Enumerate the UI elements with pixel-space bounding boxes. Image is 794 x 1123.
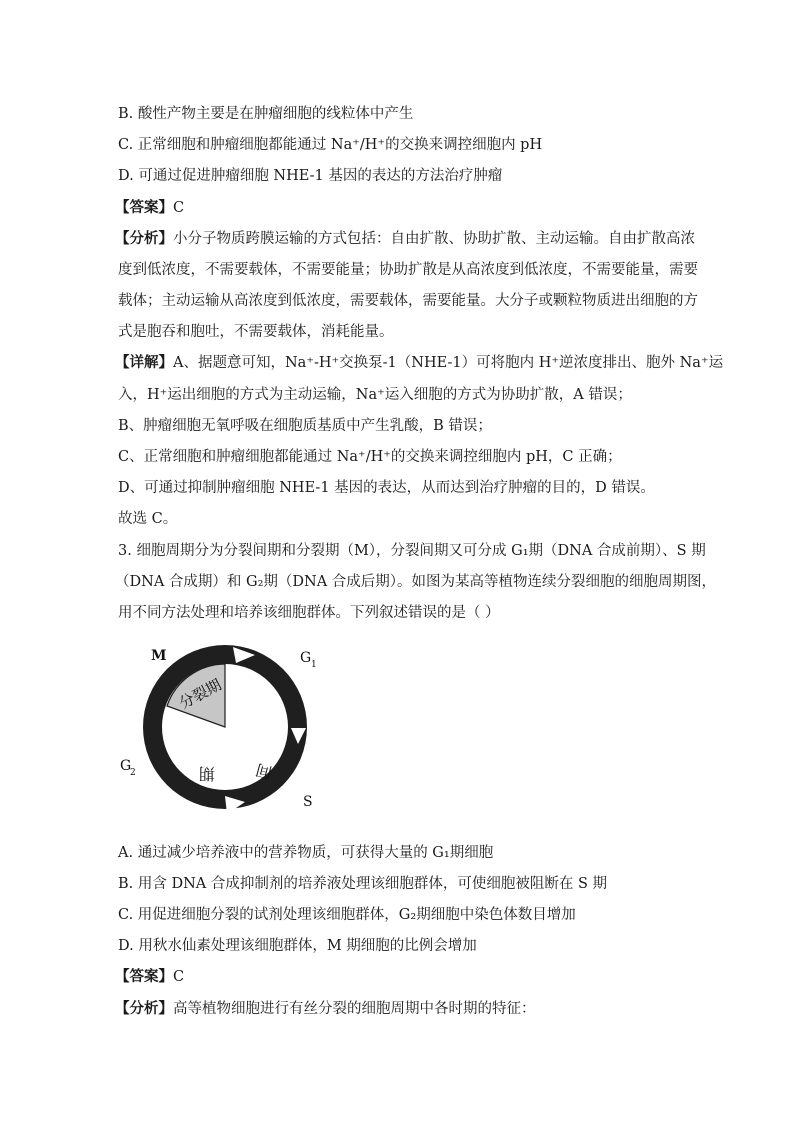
q3-stem-line-2: （DNA 合成期）和 G₂期（DNA 合成后期）。如图为某高等植物连续分裂细胞的细胞周期图，	[115, 574, 717, 590]
label-g2-sub: 2	[130, 768, 136, 778]
q2-analysis-line-3: 载体；主动运输从高浓度到低浓度，需要载体，需要能量。大分子或颗粒物质进出细胞的方	[118, 293, 698, 309]
q2-analysis-line-1: 【分析】小分子物质跨膜运输的方式包括：自由扩散、协助扩散、主动运输。自由扩散高浓	[115, 230, 695, 247]
interphase-char-jian: 间	[253, 759, 275, 783]
cell-cycle-svg	[115, 640, 335, 830]
interphase-char-qi: 期	[198, 764, 215, 783]
q3-option-b: B. 用含 DNA 合成抑制剂的培养液处理该细胞群体，可使细胞被阻断在 S 期	[118, 876, 608, 892]
answer-value: C	[173, 200, 185, 216]
q3-option-c: C. 用促进细胞分裂的试剂处理该细胞群体，G₂期细胞中染色体数目增加	[118, 907, 576, 923]
q2-detail-line-1: 【详解】A、据题意可知，Na⁺-H⁺交换泵-1（NHE-1）可将胞内 H⁺逆浓度排出、胞外 Na⁺运	[115, 354, 724, 371]
q3-option-d: D. 用秋水仙素处理该细胞群体，M 期细胞的比例会增加	[118, 938, 477, 954]
label-g1-sub: 1	[311, 660, 317, 670]
q2-answer	[115, 198, 184, 218]
q2-detail-line-4: C、正常细胞和肿瘤细胞都能通过 Na⁺/H⁺的交换来调控细胞内 pH，C 正确；	[118, 449, 622, 465]
q2-detail-line-3: B、肿瘤细胞无氧呼吸在细胞质基质中产生乳酸，B 错误；	[118, 418, 492, 434]
sector-label: 分裂期	[176, 675, 225, 713]
answer-tag: 【答案】	[115, 199, 173, 216]
q3-analysis-line: 【分析】高等植物细胞进行有丝分裂的细胞周期中各时期的特征：	[115, 1000, 536, 1017]
label-g1: G	[300, 650, 312, 666]
q2-detail-line-6: 故选 C。	[118, 511, 178, 527]
q2-option-c: C. 正常细胞和肿瘤细胞都能通过 Na⁺/H⁺的交换来调控细胞内 pH	[118, 137, 543, 153]
q2-detail-line-5: D、可通过抑制肿瘤细胞 NHE-1 基因的表达，从而达到治疗肿瘤的目的，D 错误。	[118, 480, 655, 496]
q2-analysis-line-4: 式是胞吞和胞吐，不需要载体，消耗能量。	[118, 324, 394, 340]
analysis-tag: 【分析】	[115, 230, 173, 247]
q2-detail-line-2: 入，H⁺运出细胞的方式为主动运输，Na⁺运入细胞的方式为协助扩散，A 错误；	[118, 387, 632, 403]
detail-tag: 【详解】	[115, 354, 173, 371]
label-m: M	[151, 648, 167, 664]
q3-answer	[115, 967, 184, 987]
label-s: S	[303, 794, 313, 810]
analysis-tag: 【分析】	[115, 1000, 173, 1017]
q2-option-b: B. 酸性产物主要是在肿瘤细胞的线粒体中产生	[118, 106, 414, 122]
q3-stem-line-3: 用不同方法处理和培养该细胞群体。下列叙述错误的是（ ）	[118, 605, 500, 621]
answer-tag: 【答案】	[115, 968, 173, 985]
q2-analysis-line-2: 度到低浓度，不需要载体，不需要能量；协助扩散是从高浓度到低浓度，不需要能量，需要	[118, 262, 698, 278]
answer-value: C	[173, 969, 185, 985]
label-g2: G	[120, 758, 132, 774]
q3-stem-line-1: 3. 细胞周期分为分裂间期和分裂期（M），分裂间期又可分成 G₁期（DNA 合成前期）、S 期	[118, 543, 706, 559]
cell-cycle-diagram	[115, 640, 335, 830]
q3-option-a: A. 通过减少培养液中的营养物质，可获得大量的 G₁期细胞	[118, 845, 494, 861]
q2-option-d: D. 可通过促进肿瘤细胞 NHE-1 基因的表达的方法治疗肿瘤	[118, 168, 503, 184]
